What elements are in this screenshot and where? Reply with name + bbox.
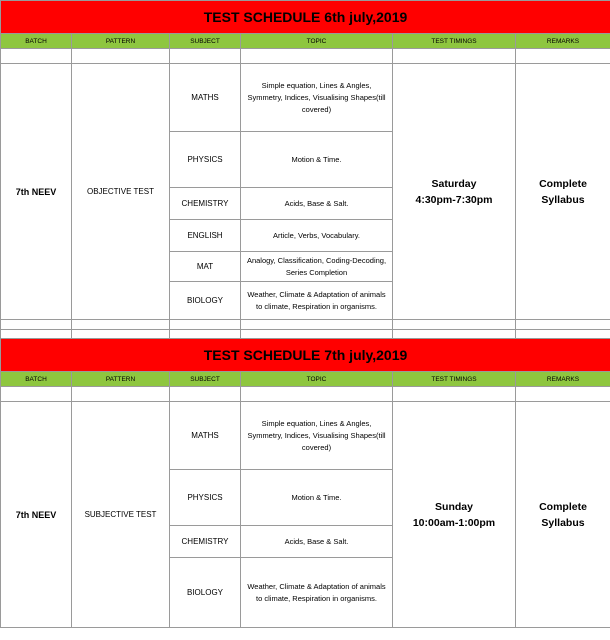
test-day: Saturday: [431, 177, 477, 190]
header-remarks: REMARKS: [516, 34, 610, 49]
blank-cell: [516, 49, 610, 64]
blank-cell: [1, 49, 72, 64]
header-pattern: PATTERN: [72, 34, 170, 49]
topic-cell: Acids, Base & Salt.: [241, 188, 393, 220]
subject-cell: BIOLOGY: [170, 282, 241, 320]
schedule-title: TEST SCHEDULE 6th july,2019: [1, 1, 610, 34]
header-test-timings: TEST TIMINGS: [393, 372, 516, 387]
test-day: Sunday: [435, 500, 473, 513]
remarks-line-1: Complete: [539, 500, 587, 513]
table-row: [1, 402, 610, 470]
test-time: 4:30pm-7:30pm: [415, 193, 493, 206]
subject-cell: MATHS: [170, 402, 241, 470]
header-batch: BATCH: [1, 34, 72, 49]
blank-cell: [170, 49, 241, 64]
header-topic: TOPIC: [241, 34, 393, 49]
topic-cell: Acids, Base & Salt.: [241, 526, 393, 558]
subject-cell: MAT: [170, 252, 241, 282]
blank-cell: [516, 320, 610, 330]
header-pattern: PATTERN: [72, 372, 170, 387]
test-timing-cell: [393, 402, 516, 628]
test-schedule-table-2: [0, 338, 610, 628]
blank-cell: [170, 387, 241, 402]
topic-cell: Motion & Time.: [241, 470, 393, 526]
blank-cell: [1, 387, 72, 402]
test-time: 10:00am-1:00pm: [412, 516, 496, 529]
pattern-cell: SUBJECTIVE TEST: [72, 402, 170, 628]
blank-cell: [241, 387, 393, 402]
batch-cell: 7th NEEV: [1, 64, 72, 320]
remarks-line-2: Syllabus: [541, 193, 585, 206]
header-test-timings: TEST TIMINGS: [393, 34, 516, 49]
remarks-cell: [516, 402, 610, 628]
blank-cell: [72, 387, 170, 402]
topic-cell: Weather, Climate & Adaptation of animals to climate, Respiration in organisms.: [241, 282, 393, 320]
topic-cell: Simple equation, Lines & Angles, Symmetry, Indices, Visualising Shapes(till covered): [241, 64, 393, 132]
subject-cell: CHEMISTRY: [170, 188, 241, 220]
blank-cell: [393, 49, 516, 64]
blank-cell: [72, 320, 170, 330]
header-subject: SUBJECT: [170, 372, 241, 387]
blank-cell: [516, 387, 610, 402]
topic-cell: Weather, Climate & Adaptation of animals to climate, Respiration in organisms.: [241, 558, 393, 628]
topic-cell: Simple equation, Lines & Angles, Symmetry, Indices, Visualising Shapes(till covered): [241, 402, 393, 470]
remarks-line-2: Syllabus: [541, 516, 585, 529]
blank-cell: [393, 387, 516, 402]
pattern-cell: OBJECTIVE TEST: [72, 64, 170, 320]
subject-cell: MATHS: [170, 64, 241, 132]
header-topic: TOPIC: [241, 372, 393, 387]
test-timing-cell: [393, 64, 516, 320]
blank-cell: [241, 320, 393, 330]
remarks-line-1: Complete: [539, 177, 587, 190]
header-subject: SUBJECT: [170, 34, 241, 49]
topic-cell: Article, Verbs, Vocabulary.: [241, 220, 393, 252]
blank-cell: [1, 320, 72, 330]
table-row: [1, 64, 610, 132]
header-remarks: REMARKS: [516, 372, 610, 387]
blank-cell: [241, 49, 393, 64]
subject-cell: ENGLISH: [170, 220, 241, 252]
schedule-title: TEST SCHEDULE 7th july,2019: [1, 339, 610, 372]
blank-cell: [393, 320, 516, 330]
subject-cell: PHYSICS: [170, 132, 241, 188]
subject-cell: PHYSICS: [170, 470, 241, 526]
batch-cell: 7th NEEV: [1, 402, 72, 628]
topic-cell: Analogy, Classification, Coding-Decoding, Series Completion: [241, 252, 393, 282]
header-batch: BATCH: [1, 372, 72, 387]
subject-cell: CHEMISTRY: [170, 526, 241, 558]
blank-cell: [170, 320, 241, 330]
subject-cell: BIOLOGY: [170, 558, 241, 628]
blank-cell: [72, 49, 170, 64]
remarks-cell: [516, 64, 610, 320]
topic-cell: Motion & Time.: [241, 132, 393, 188]
